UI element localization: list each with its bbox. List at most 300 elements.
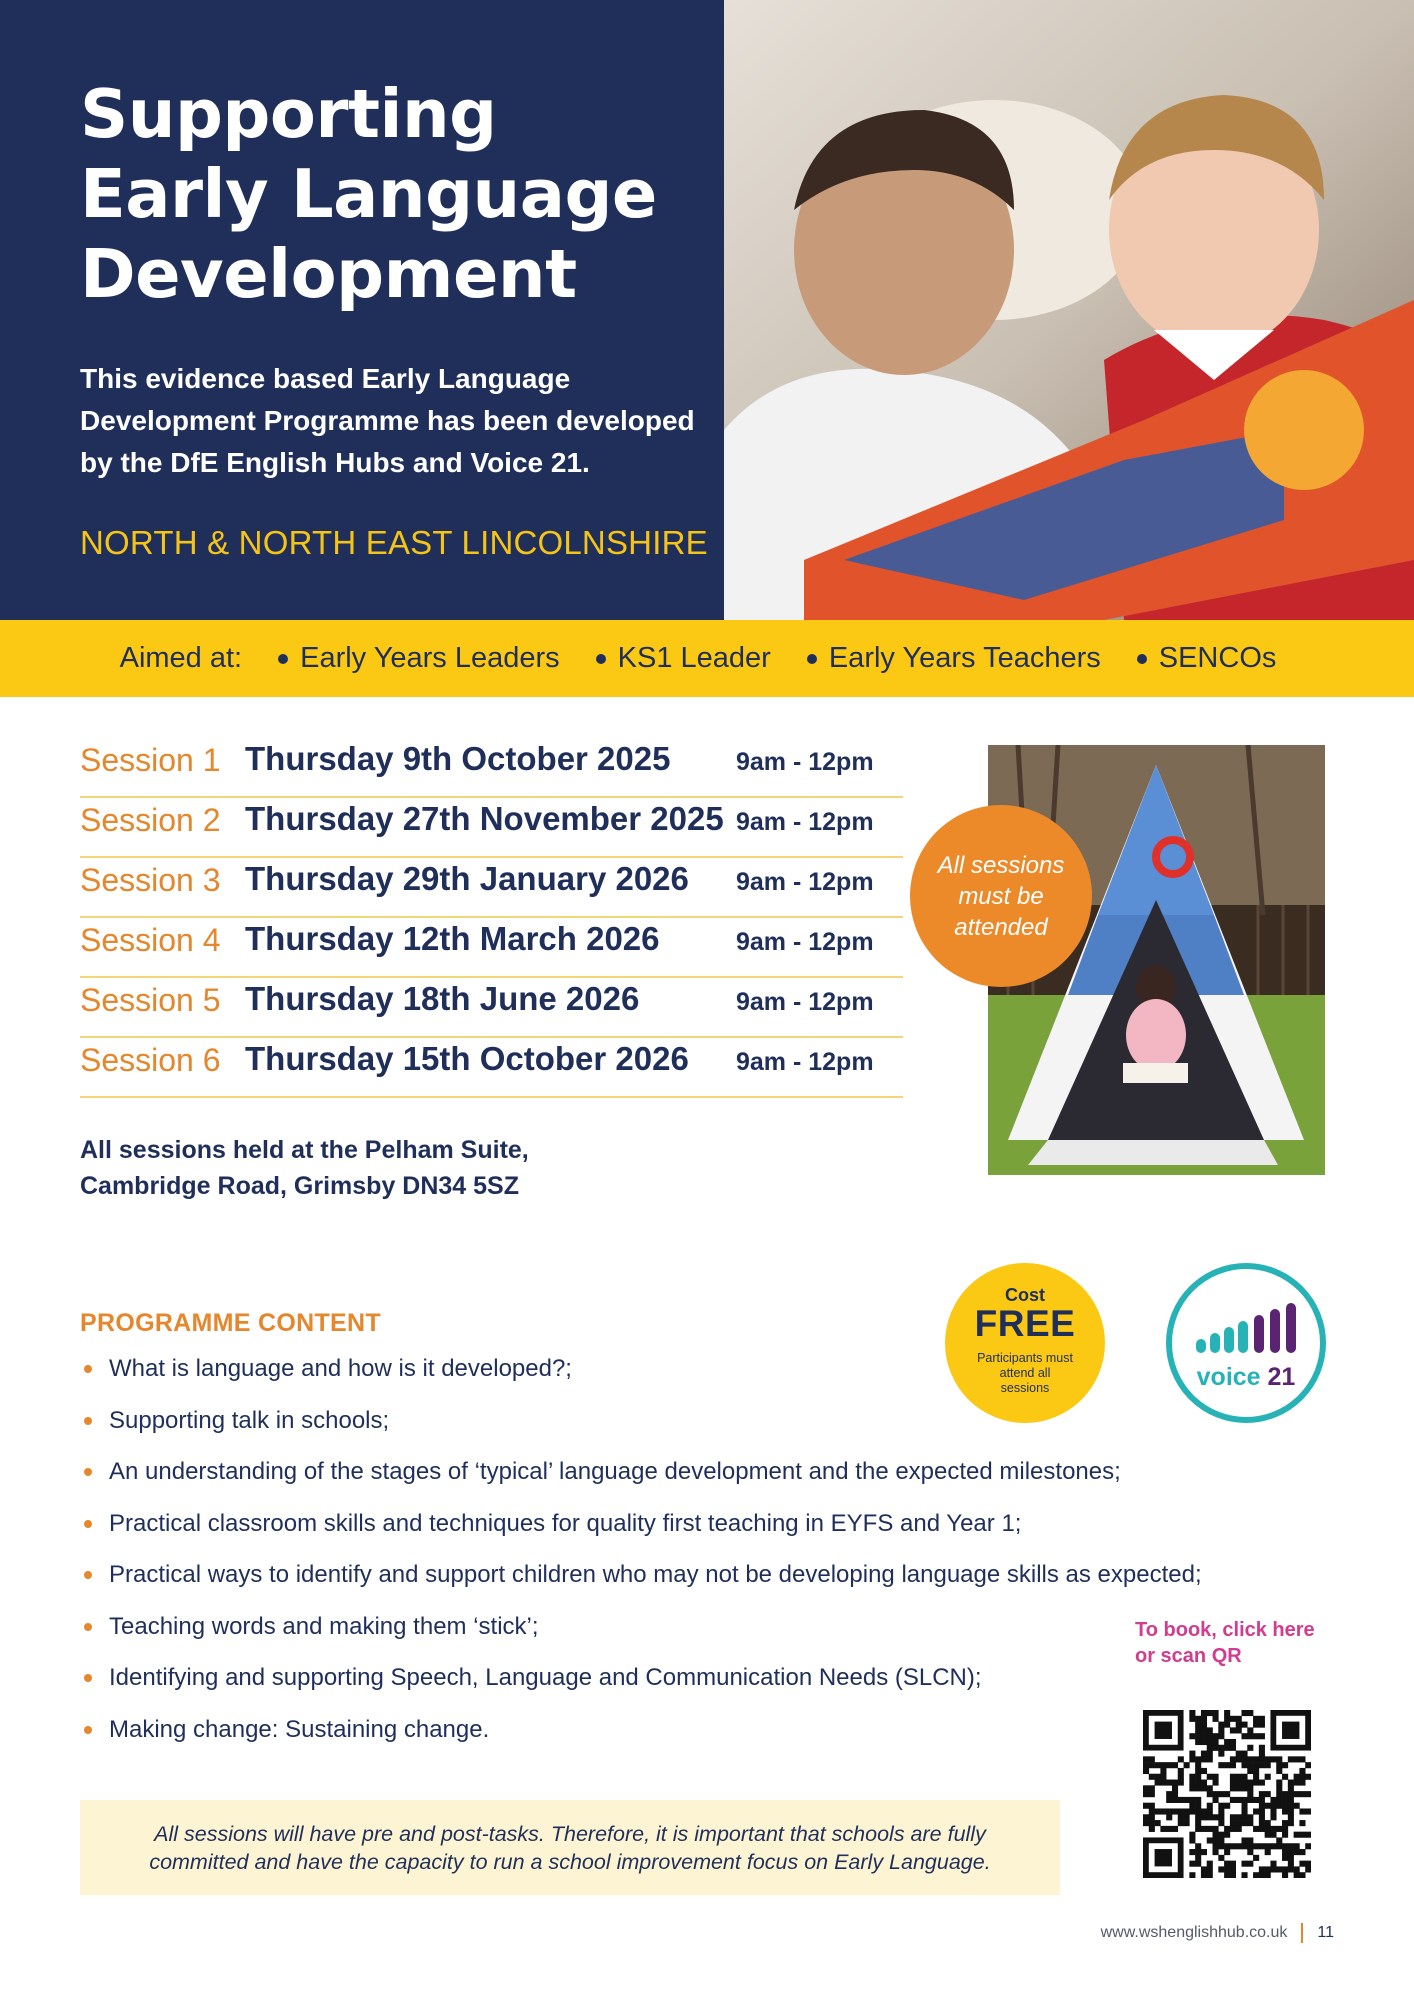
qr-module — [1160, 1768, 1166, 1774]
qr-module — [1224, 1710, 1230, 1716]
qr-module — [1259, 1733, 1265, 1739]
qr-module — [1259, 1762, 1265, 1768]
bullet-icon — [807, 654, 817, 664]
qr-module — [1253, 1774, 1259, 1780]
qr-module — [1276, 1780, 1282, 1786]
qr-module — [1265, 1820, 1271, 1826]
qr-module — [1195, 1843, 1201, 1849]
book-link-line[interactable]: or scan QR — [1135, 1645, 1242, 1667]
qr-module — [1195, 1826, 1201, 1832]
qr-module — [1207, 1826, 1213, 1832]
qr-module — [1259, 1866, 1265, 1872]
qr-module — [1201, 1727, 1207, 1733]
qr-module — [1224, 1716, 1230, 1722]
qr-module — [1189, 1837, 1195, 1843]
qr-module — [1265, 1849, 1271, 1855]
cost-note: Participants must attend all sessions — [977, 1351, 1073, 1395]
qr-module — [1241, 1861, 1247, 1867]
qr-module — [1253, 1826, 1259, 1832]
qr-module — [1282, 1722, 1299, 1739]
qr-module — [1247, 1762, 1253, 1768]
bullet-icon — [84, 1623, 92, 1631]
qr-module — [1155, 1722, 1172, 1739]
qr-module — [1143, 1803, 1149, 1809]
qr-module — [1247, 1745, 1253, 1751]
qr-module — [1201, 1785, 1207, 1791]
qr-module — [1218, 1803, 1224, 1809]
audience-item — [807, 642, 1101, 675]
photo-children-reading — [724, 0, 1414, 620]
qr-module — [1218, 1814, 1224, 1820]
qr-module — [1218, 1808, 1224, 1814]
qr-module — [1241, 1756, 1247, 1762]
qr-module — [1282, 1872, 1288, 1878]
qr-module — [1184, 1814, 1190, 1820]
qr-module — [1172, 1785, 1178, 1791]
audience-label: Aimed at: — [119, 642, 243, 674]
qr-module — [1224, 1745, 1230, 1751]
qr-module — [1218, 1832, 1224, 1838]
qr-module — [1236, 1780, 1242, 1786]
qr-module — [1218, 1722, 1224, 1728]
qr-module — [1230, 1861, 1236, 1867]
qr-module — [1207, 1861, 1213, 1867]
voice21-bars-icon — [1172, 1279, 1320, 1369]
qr-module — [1299, 1768, 1305, 1774]
qr-module — [1201, 1826, 1207, 1832]
qr-module — [1230, 1780, 1236, 1786]
qr-module — [1178, 1768, 1184, 1774]
header-panel — [0, 0, 724, 620]
audience-item — [596, 642, 771, 675]
session-time: 9am - 12pm — [736, 1048, 874, 1076]
qr-module — [1236, 1797, 1242, 1803]
note-line: All sessions will have pre and post-tasks. Therefore, it is important that schools are fully — [154, 1821, 986, 1846]
qr-module — [1213, 1745, 1219, 1751]
qr-module — [1236, 1756, 1242, 1762]
qr-module — [1149, 1826, 1155, 1832]
qr-code[interactable] — [1143, 1710, 1311, 1878]
qr-module — [1218, 1843, 1224, 1849]
qr-module — [1299, 1820, 1305, 1826]
qr-code-icon[interactable] — [1143, 1710, 1311, 1878]
qr-module — [1288, 1814, 1294, 1820]
page-footer — [1101, 1923, 1334, 1943]
session-time: 9am - 12pm — [736, 868, 874, 896]
qr-module — [1241, 1820, 1247, 1826]
footer-url[interactable]: www.wshenglishhub.co.uk — [1100, 1924, 1288, 1941]
qr-module — [1236, 1751, 1242, 1757]
qr-module — [1201, 1814, 1207, 1820]
qr-module — [1230, 1756, 1236, 1762]
qr-module — [1195, 1727, 1201, 1733]
qr-module — [1195, 1849, 1201, 1855]
qr-module — [1299, 1756, 1305, 1762]
qr-module — [1288, 1803, 1294, 1809]
qr-module — [1265, 1832, 1271, 1838]
qr-module — [1247, 1727, 1253, 1733]
note-line: committed and have the capacity to run a school improvement focus on Early Language. — [149, 1849, 991, 1874]
session-date: Thursday 12th March 2026 — [245, 920, 660, 957]
qr-module — [1270, 1756, 1276, 1762]
qr-module — [1195, 1808, 1201, 1814]
qr-module — [1270, 1843, 1276, 1849]
audience-item — [1137, 642, 1277, 675]
bullet-icon — [1137, 654, 1147, 664]
qr-module — [1299, 1808, 1305, 1814]
qr-module — [1224, 1762, 1230, 1768]
qr-module — [1299, 1872, 1305, 1878]
list-item — [80, 1715, 1230, 1767]
session-row — [80, 798, 903, 858]
qr-module — [1207, 1866, 1213, 1872]
qr-module — [1201, 1722, 1207, 1728]
qr-module — [1276, 1803, 1282, 1809]
qr-module — [1299, 1791, 1305, 1797]
qr-module — [1155, 1820, 1161, 1826]
session-label: Session 6 — [80, 1042, 221, 1078]
qr-module — [1149, 1791, 1155, 1797]
qr-module — [1195, 1780, 1201, 1786]
audience-item-text: SENCOs — [1158, 642, 1277, 674]
qr-module — [1178, 1780, 1184, 1786]
qr-module — [1241, 1803, 1247, 1809]
qr-module — [1218, 1762, 1224, 1768]
qr-module — [1207, 1803, 1213, 1809]
qr-module — [1166, 1762, 1172, 1768]
voice21-word: voice — [1196, 1363, 1261, 1391]
qr-module — [1172, 1780, 1178, 1786]
qr-module — [1247, 1710, 1253, 1716]
qr-module — [1195, 1797, 1201, 1803]
qr-module — [1247, 1785, 1253, 1791]
qr-module — [1189, 1716, 1195, 1722]
qr-module — [1305, 1808, 1311, 1814]
qr-module — [1299, 1832, 1305, 1838]
qr-module — [1213, 1837, 1219, 1843]
intro-text — [80, 358, 700, 484]
intro-line: Development Programme has been developed — [80, 405, 695, 436]
programme-heading: PROGRAMME CONTENT — [80, 1309, 381, 1337]
qr-module — [1247, 1797, 1253, 1803]
qr-module — [1294, 1872, 1300, 1878]
qr-module — [1265, 1866, 1271, 1872]
qr-module — [1265, 1756, 1271, 1762]
qr-module — [1305, 1762, 1311, 1768]
qr-module — [1259, 1814, 1265, 1820]
qr-module — [1218, 1733, 1224, 1739]
page-title — [80, 74, 700, 314]
qr-module — [1241, 1710, 1247, 1716]
qr-module — [1259, 1756, 1265, 1762]
qr-module — [1282, 1855, 1288, 1861]
qr-module — [1207, 1733, 1213, 1739]
qr-module — [1253, 1756, 1259, 1762]
list-item — [80, 1509, 1230, 1561]
qr-module — [1288, 1791, 1294, 1797]
qr-module — [1143, 1762, 1149, 1768]
qr-module — [1236, 1722, 1242, 1728]
qr-module — [1207, 1872, 1213, 1878]
qr-module — [1236, 1774, 1242, 1780]
qr-module — [1230, 1814, 1236, 1820]
qr-module — [1195, 1785, 1201, 1791]
qr-module — [1294, 1849, 1300, 1855]
qr-module — [1236, 1820, 1242, 1826]
qr-module — [1247, 1791, 1253, 1797]
qr-module — [1288, 1780, 1294, 1786]
qr-module — [1149, 1762, 1155, 1768]
qr-module — [1276, 1843, 1282, 1849]
qr-module — [1189, 1849, 1195, 1855]
attendance-line: All sessions — [937, 851, 1065, 879]
session-time: 9am - 12pm — [736, 988, 874, 1016]
qr-module — [1195, 1803, 1201, 1809]
qr-module — [1253, 1733, 1259, 1739]
qr-module — [1270, 1832, 1276, 1838]
session-row — [80, 738, 903, 798]
list-item — [80, 1612, 1230, 1664]
qr-module — [1149, 1814, 1155, 1820]
qr-module — [1195, 1756, 1201, 1762]
session-row — [80, 918, 903, 978]
qr-module — [1247, 1780, 1253, 1786]
qr-module — [1259, 1797, 1265, 1803]
qr-module — [1305, 1791, 1311, 1797]
qr-module — [1184, 1820, 1190, 1826]
qr-module — [1305, 1861, 1311, 1867]
qr-module — [1241, 1722, 1247, 1728]
qr-module — [1189, 1797, 1195, 1803]
qr-module — [1253, 1855, 1259, 1861]
qr-module — [1143, 1791, 1149, 1797]
session-date: Thursday 27th November 2025 — [245, 800, 724, 837]
qr-module — [1253, 1762, 1259, 1768]
list-item — [80, 1663, 1230, 1715]
qr-module — [1207, 1745, 1213, 1751]
venue-line: Cambridge Road, Grimsby DN34 5SZ — [80, 1172, 520, 1200]
qr-module — [1299, 1849, 1305, 1855]
qr-module — [1224, 1849, 1230, 1855]
qr-module — [1218, 1855, 1224, 1861]
qr-module — [1236, 1843, 1242, 1849]
qr-module — [1259, 1791, 1265, 1797]
voice21-number: 21 — [1267, 1363, 1296, 1391]
bullet-icon — [278, 654, 288, 664]
qr-module — [1224, 1722, 1230, 1728]
qr-module — [1155, 1849, 1172, 1866]
title-line: Development — [80, 235, 577, 313]
qr-module — [1282, 1820, 1288, 1826]
qr-module — [1230, 1872, 1236, 1878]
qr-module — [1282, 1797, 1288, 1803]
qr-module — [1143, 1820, 1149, 1826]
intro-line: This evidence based Early Language — [80, 363, 571, 394]
qr-module — [1241, 1780, 1247, 1786]
qr-module — [1189, 1774, 1195, 1780]
voice21-wordmark — [1172, 1363, 1320, 1392]
qr-module — [1247, 1843, 1253, 1849]
qr-module — [1247, 1768, 1253, 1774]
voice21-logo — [1166, 1263, 1326, 1423]
qr-module — [1247, 1733, 1253, 1739]
book-link[interactable] — [1135, 1617, 1315, 1669]
qr-module — [1218, 1727, 1224, 1733]
photo-children-reading-icon — [724, 0, 1414, 620]
list-item-text: Supporting talk in schools; — [109, 1406, 390, 1434]
qr-module — [1259, 1803, 1265, 1809]
qr-module — [1236, 1727, 1242, 1733]
qr-module — [1230, 1785, 1236, 1791]
bullet-icon — [84, 1417, 92, 1425]
qr-module — [1265, 1843, 1271, 1849]
qr-module — [1259, 1745, 1265, 1751]
qr-module — [1241, 1733, 1247, 1739]
qr-module — [1282, 1791, 1288, 1797]
qr-module — [1213, 1849, 1219, 1855]
qr-module — [1259, 1808, 1265, 1814]
qr-module — [1259, 1872, 1265, 1878]
qr-module — [1253, 1768, 1259, 1774]
qr-module — [1236, 1814, 1242, 1820]
qr-module — [1230, 1745, 1236, 1751]
qr-module — [1149, 1803, 1155, 1809]
qr-module — [1143, 1768, 1149, 1774]
qr-module — [1213, 1733, 1219, 1739]
qr-module — [1276, 1837, 1282, 1843]
session-label: Session 5 — [80, 982, 221, 1018]
qr-module — [1241, 1837, 1247, 1843]
list-item-text: Practical ways to identify and support children who may not be developing language skills as expected; — [109, 1561, 1202, 1588]
intro-line: by the DfE English Hubs and Voice 21. — [80, 447, 590, 478]
qr-module — [1213, 1710, 1219, 1716]
qr-module — [1201, 1849, 1207, 1855]
qr-module — [1178, 1808, 1184, 1814]
qr-module — [1241, 1808, 1247, 1814]
qr-module — [1207, 1710, 1213, 1716]
qr-module — [1195, 1722, 1201, 1728]
session-row — [80, 858, 903, 918]
qr-module — [1294, 1774, 1300, 1780]
qr-module — [1305, 1843, 1311, 1849]
qr-module — [1282, 1808, 1288, 1814]
qr-module — [1207, 1791, 1213, 1797]
qr-module — [1189, 1751, 1195, 1757]
qr-module — [1189, 1733, 1195, 1739]
session-time: 9am - 12pm — [736, 928, 874, 956]
qr-module — [1149, 1808, 1155, 1814]
qr-module — [1160, 1780, 1166, 1786]
qr-module — [1294, 1843, 1300, 1849]
qr-module — [1259, 1780, 1265, 1786]
list-item-text: Teaching words and making them ‘stick’; — [109, 1612, 539, 1640]
qr-module — [1184, 1808, 1190, 1814]
qr-module — [1178, 1820, 1184, 1826]
qr-module — [1166, 1780, 1172, 1786]
qr-module — [1259, 1826, 1265, 1832]
qr-module — [1253, 1716, 1259, 1722]
qr-module — [1166, 1826, 1172, 1832]
qr-module — [1207, 1751, 1213, 1757]
qr-module — [1201, 1768, 1207, 1774]
sessions-table — [80, 738, 903, 1098]
qr-module — [1241, 1785, 1247, 1791]
qr-module — [1195, 1739, 1201, 1745]
qr-module — [1236, 1716, 1242, 1722]
qr-module — [1288, 1861, 1294, 1867]
qr-module — [1247, 1756, 1253, 1762]
qr-module — [1241, 1797, 1247, 1803]
qr-module — [1195, 1774, 1201, 1780]
session-row — [80, 1038, 903, 1098]
qr-module — [1288, 1808, 1294, 1814]
qr-module — [1230, 1820, 1236, 1826]
qr-module — [1294, 1791, 1300, 1797]
qr-module — [1207, 1774, 1213, 1780]
qr-module — [1247, 1820, 1253, 1826]
qr-module — [1218, 1820, 1224, 1826]
qr-module — [1195, 1814, 1201, 1820]
qr-module — [1282, 1843, 1288, 1849]
session-label: Session 4 — [80, 922, 221, 958]
qr-module — [1276, 1866, 1282, 1872]
attendance-line: must be — [958, 882, 1044, 910]
audience-item-text: Early Years Leaders — [300, 642, 560, 674]
qr-module — [1288, 1820, 1294, 1826]
qr-module — [1213, 1739, 1219, 1745]
list-item-text: What is language and how is it developed?; — [109, 1355, 572, 1382]
qr-module — [1305, 1866, 1311, 1872]
session-label: Session 1 — [80, 742, 221, 778]
qr-module — [1305, 1774, 1311, 1780]
qr-module — [1143, 1785, 1149, 1791]
qr-module — [1213, 1832, 1219, 1838]
qr-module — [1195, 1855, 1201, 1861]
qr-module — [1178, 1774, 1184, 1780]
qr-module — [1224, 1791, 1230, 1797]
qr-module — [1294, 1803, 1300, 1809]
qr-module — [1282, 1762, 1288, 1768]
qr-module — [1143, 1756, 1149, 1762]
qr-module — [1224, 1861, 1230, 1867]
book-link-line[interactable]: To book, click here — [1135, 1619, 1315, 1641]
cost-badge — [945, 1263, 1105, 1423]
qr-module — [1288, 1797, 1294, 1803]
qr-module — [1265, 1774, 1271, 1780]
qr-module — [1189, 1803, 1195, 1809]
qr-module — [1218, 1866, 1224, 1872]
session-time: 9am - 12pm — [736, 748, 874, 776]
session-label: Session 3 — [80, 862, 221, 898]
qr-module — [1253, 1808, 1259, 1814]
qr-module — [1241, 1872, 1247, 1878]
qr-module — [1270, 1797, 1276, 1803]
qr-module — [1270, 1808, 1276, 1814]
qr-module — [1201, 1780, 1207, 1786]
qr-module — [1160, 1762, 1166, 1768]
qr-module — [1184, 1762, 1190, 1768]
qr-module — [1195, 1716, 1201, 1722]
qr-module — [1195, 1762, 1201, 1768]
qr-module — [1259, 1843, 1265, 1849]
list-item-text: Identifying and supporting Speech, Language and Communication Needs (SLCN); — [109, 1664, 982, 1691]
qr-module — [1213, 1774, 1219, 1780]
qr-module — [1143, 1814, 1149, 1820]
qr-module — [1224, 1826, 1230, 1832]
qr-module — [1294, 1866, 1300, 1872]
qr-module — [1265, 1803, 1271, 1809]
qr-module — [1241, 1843, 1247, 1849]
